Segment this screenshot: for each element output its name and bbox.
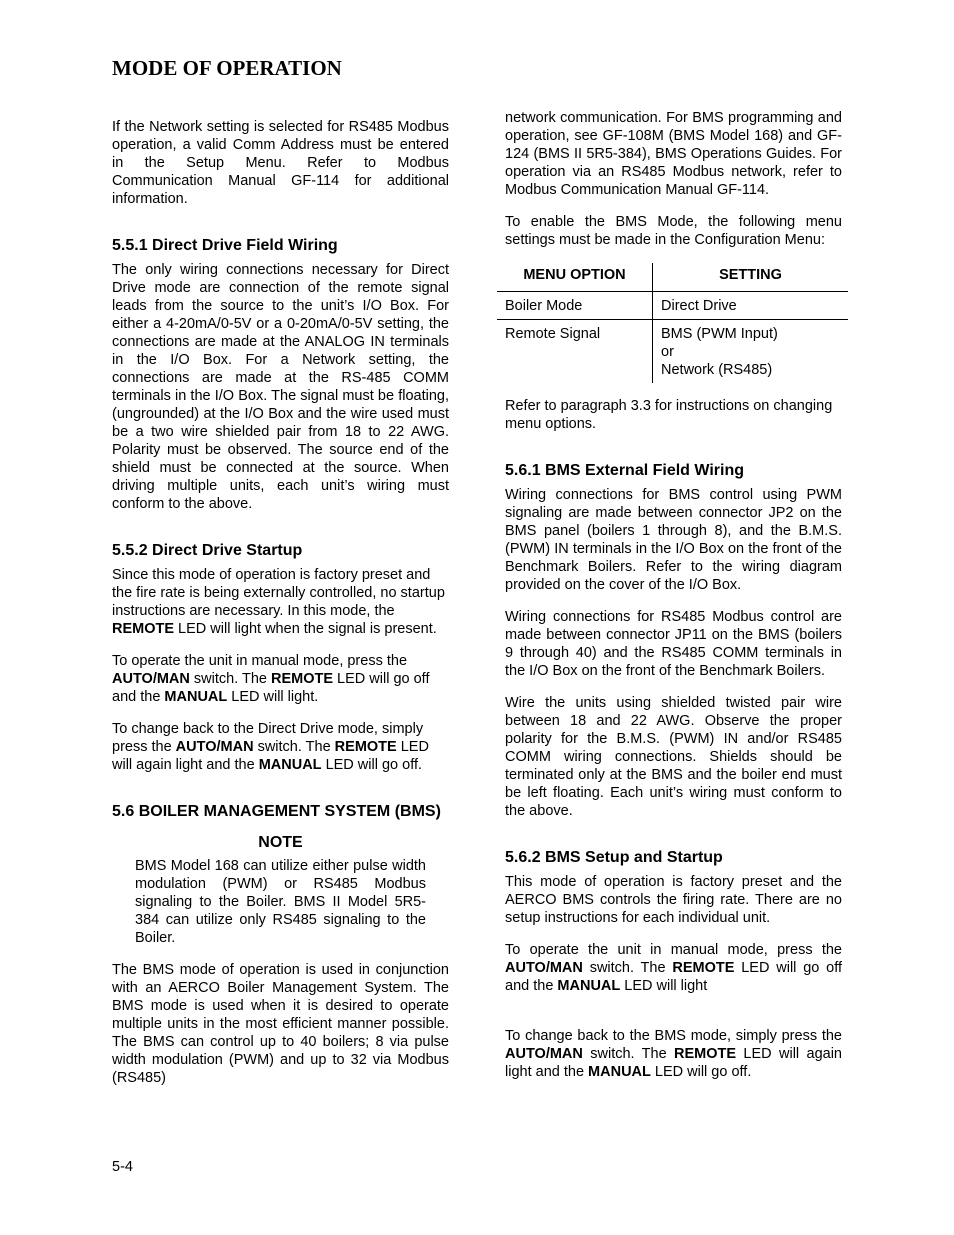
heading-5-6: 5.6 BOILER MANAGEMENT SYSTEM (BMS) xyxy=(112,803,441,820)
right-column xyxy=(505,109,842,1095)
heading-5-5-2: 5.5.2 Direct Drive Startup xyxy=(112,542,303,559)
paragraph-5-6-2-c: To change back to the BMS mode, simply press the AUTO/MAN switch. The REMOTE LED will again light and the MANUAL LED will go off. xyxy=(505,1028,842,1080)
paragraph-5-6: The BMS mode of operation is used in conjunction with an AERCO Boiler Management System. The BMS mode is used when it is desired to operate multiple units in the most efficient manner possible. The BMS can control up to 40 boilers; 8 via pulse width modulation (PWM) and up to 32 via Modbus (RS485) xyxy=(112,962,449,1086)
page-number: 5-4 xyxy=(112,1159,133,1175)
enable-bms-paragraph: To enable the BMS Mode, the following menu settings must be made in the Configuration Menu: xyxy=(505,214,842,248)
setting-or: or xyxy=(661,344,674,360)
paragraph-5-5-2-b: To operate the unit in manual mode, press the AUTO/MAN switch. The REMOTE LED will go off and the MANUAL LED will light. xyxy=(112,653,430,705)
menu-settings-table xyxy=(497,263,848,383)
table-cell xyxy=(653,320,849,384)
page-title: MODE OF OPERATION xyxy=(112,56,342,80)
paragraph-5-5-2-a: Since this mode of operation is factory preset and the fire rate is being externally controlled, no startup instructions are necessary. In this mode, the REMOTE LED will light when the signal is present. xyxy=(112,567,445,637)
note-body: BMS Model 168 can utilize either pulse width modulation (PWM) or RS485 Modbus signaling to the Boiler. BMS II Model 5R5-384 can utilize only RS485 signaling to the Boiler. xyxy=(135,858,426,946)
paragraph-5-5-2-c: To change back to the Direct Drive mode, simply press the AUTO/MAN switch. The REMOTE LED will again light and the MANUAL LED will go off. xyxy=(112,721,429,773)
table-cell: Remote Signal xyxy=(497,320,653,384)
paragraph-5-6-1-a: Wiring connections for BMS control using PWM signaling are made between connector JP2 on the BMS panel (boilers 1 through 8), and the B.M.S. (PWM) IN terminals in the I/O Box on the front of the Benchmark Boilers. Refer to the wiring diagram provided on the cover of the I/O Box. xyxy=(505,487,842,593)
table-cell: Direct Drive xyxy=(661,298,737,314)
table-row xyxy=(497,292,848,320)
table-row xyxy=(497,320,848,384)
heading-5-6-1: 5.6.1 BMS External Field Wiring xyxy=(505,462,745,479)
table-header-menu-option: MENU OPTION xyxy=(497,263,653,292)
paragraph-5-6-1-b: Wiring connections for RS485 Modbus control are made between connector JP11 on the BMS (boilers 9 through 40) and the RS485 COMM terminals in the I/O Box on the front of the Benchmark Boilers. xyxy=(505,609,842,679)
paragraph-5-5-1: The only wiring connections necessary for Direct Drive mode are connection of the remote signal leads from the source to the unit’s I/O Box. For either a 4-20mA/0-5V or a 0-20mA/0-5V setting, the connections are made at the ANALOG IN terminals in the I/O Box. For a Network setting, the connections are made at the RS-485 COMM terminals in the I/O Box. The signal must be floating, (ungrounded) at the I/O Box and the wire used must be a two wire shielded pair from 18 to 22 AWG. Polarity must be observed. The source end of the shield must be connected at the source. When driving multiple units, each unit’s wiring must conform to the above. xyxy=(112,262,449,512)
continued-paragraph: network communication. For BMS programming and operation, see GF-108M (BMS Model 168) and GF-124 (BMS II 5R5-384), BMS Operations Guides. For operation via an RS485 Modbus network, refer to Modbus Communication Manual GF-114. xyxy=(505,110,842,198)
heading-5-6-2: 5.6.2 BMS Setup and Startup xyxy=(505,849,723,866)
left-column xyxy=(112,118,449,1101)
setting-option: Network (RS485) xyxy=(661,362,773,378)
note-title: NOTE xyxy=(258,834,303,851)
table-header-row xyxy=(497,263,848,292)
intro-paragraph: If the Network setting is selected for RS485 Modbus operation, a valid Comm Address must be entered in the Setup Menu. Refer to Modbus Communication Manual GF-114 for additional information. xyxy=(112,119,449,207)
paragraph-5-6-1-c: Wire the units using shielded twisted pair wire between 18 and 22 AWG. Observe the proper polarity for the B.M.S. (PWM) IN and/or RS485 COMM wiring connections. Shields should be terminated only at the BMS and the boiler end must be left floating. Each unit’s wiring must conform to the above. xyxy=(505,695,842,819)
setting-option: BMS (PWM Input) xyxy=(661,326,778,342)
table-cell: Boiler Mode xyxy=(497,292,653,320)
table-header-setting: SETTING xyxy=(719,267,782,283)
paragraph-5-6-2-a: This mode of operation is factory preset and the AERCO BMS controls the firing rate. There are no setup instructions for each individual unit. xyxy=(505,874,842,926)
paragraph-5-6-2-b: To operate the unit in manual mode, press the AUTO/MAN switch. The REMOTE LED will go off and the MANUAL LED will light xyxy=(505,942,843,994)
refer-paragraph: Refer to paragraph 3.3 for instructions on changing menu options. xyxy=(505,398,833,432)
heading-5-5-1: 5.5.1 Direct Drive Field Wiring xyxy=(112,237,338,254)
